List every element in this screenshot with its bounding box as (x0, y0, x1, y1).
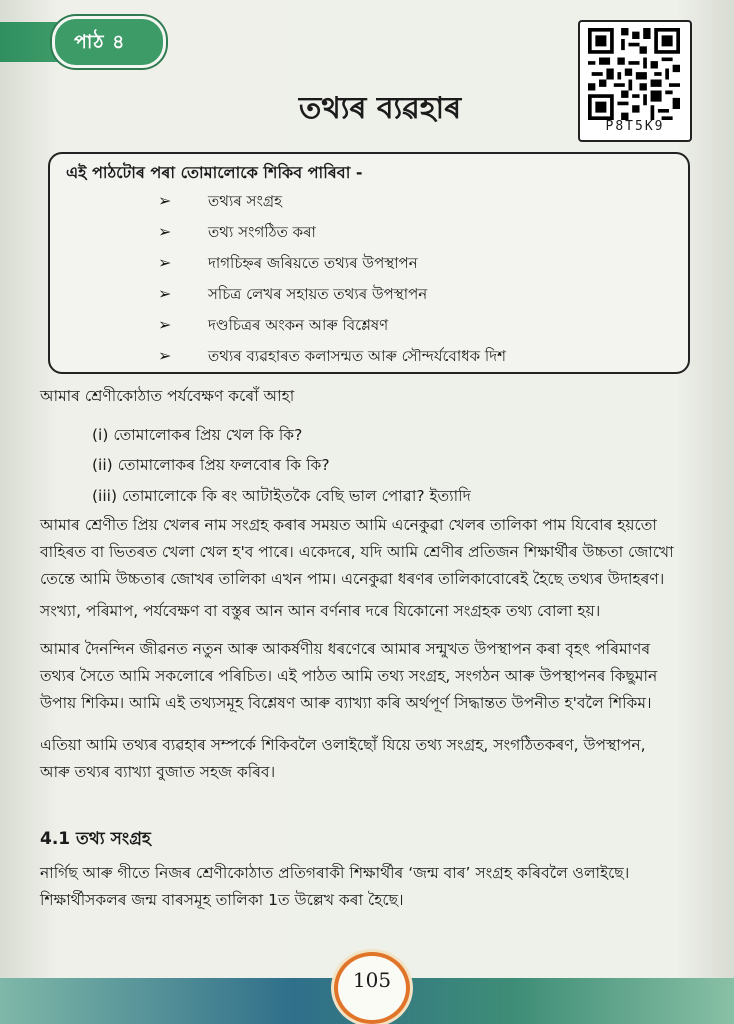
arrow-bullet-icon: ➢ (158, 253, 172, 272)
objective-item: ➢ দণ্ডচিত্ৰৰ অংকন আৰু বিশ্লেষণ (158, 315, 389, 334)
arrow-bullet-icon: ➢ (158, 284, 172, 303)
qr-code-box[interactable] (578, 20, 692, 142)
paragraph-line: শিক্ষাৰ্থীসকলৰ জন্ম বাৰসমূহ তালিকা 1ত উল্লেখ কৰা হৈছে। (40, 891, 404, 909)
section-heading: 4.1 তথ্য সংগ্ৰহ (40, 829, 151, 849)
paragraph-line: আমাৰ দৈনন্দিন জীৱনত নতুন আৰু আকৰ্ষণীয় ধৰণেৰে আমাৰ সন্মুখত উপস্থাপন কৰা বৃহৎ পৰিমাণৰ (40, 640, 651, 658)
arrow-bullet-icon: ➢ (158, 346, 172, 365)
objectives-intro: এই পাঠটোৰ পৰা তোমালোকে শিকিব পাৰিবা - (66, 163, 363, 182)
observe-intro: আমাৰ শ্ৰেণীকোঠাত পৰ্যবেক্ষণ কৰোঁ আহা (40, 387, 295, 405)
paragraph-line: নাৰ্গিছ আৰু গীতে নিজৰ শ্ৰেণীকোঠাত প্ৰতিগৰাকী শিক্ষাৰ্থীৰ ‘জন্ম বাৰ’ সংগ্ৰহ কৰিবলৈ ওলাইছে। (40, 864, 630, 882)
arrow-bullet-icon: ➢ (158, 222, 172, 241)
paragraph-line: আমাৰ শ্ৰেণীত প্ৰিয় খেলৰ নাম সংগ্ৰহ কৰাৰ সময়ত আমি এনেকুৱা খেলৰ তালিকা পাম যিবোৰ হয়তো (40, 516, 657, 534)
paragraph-line: উপায় শিকিম। আমি এই তথ্যসমূহ বিশ্লেষণ আৰু ব্যাখ্যা কৰি অৰ্থপূৰ্ণ সিদ্ধান্তত উপনীত হ'বলৈ শিকিম। (40, 694, 652, 712)
paragraph-line: বাহিৰত বা ভিতৰত খেলা খেল হ'ব পাৰে। একেদৰে, যদি আমি শ্ৰেণীৰ প্ৰতিজন শিক্ষাৰ্থীৰ উচ্চতা জোখো (40, 543, 674, 561)
page-title: তথ্যৰ ব্যৱহাৰ (298, 91, 462, 126)
arrow-bullet-icon: ➢ (158, 191, 172, 210)
objective-item: ➢ দাগচিহ্নৰ জৰিয়তে তথ্যৰ উপস্থাপন (158, 253, 418, 272)
paragraph-line: এতিয়া আমি তথ্যৰ ব্যৱহাৰ সম্পৰ্কে শিকিবলৈ ওলাইছোঁ যিয়ে তথ্য সংগ্ৰহ, সংগঠিতকৰণ, উপস্থাপন, (40, 736, 646, 754)
arrow-bullet-icon: ➢ (158, 315, 172, 334)
question-item: (iii) তোমালোকে কি ৰং আটাইতকৈ বেছি ভাল পোৱা? ইত্যাদি (92, 487, 471, 505)
qr-code-label: P8T5K9 (605, 119, 665, 134)
paragraph-line: তেন্তে আমি উচ্চতাৰ জোখৰ তালিকা এখন পাম। এনেকুৱা ধৰণৰ তালিকাবোৰেই হৈছে তথ্যৰ উদাহৰণ। (40, 570, 665, 588)
paragraph-line: আৰু তথ্যৰ ব্যাখ্যা বুজাত সহজ কৰিব। (40, 763, 276, 781)
paragraph-line: তথ্যৰ সৈতে আমি সকলোৰে পৰিচিত। এই পাঠত আমি তথ্য সংগ্ৰহ, সংগঠন আৰু উপস্থাপনৰ কিছুমান (40, 667, 658, 685)
page-number: 105 (352, 968, 392, 992)
objective-item: ➢ তথ্যৰ সংগ্ৰহ (158, 191, 283, 210)
objective-item: ➢ সচিত্র লেখৰ সহায়ত তথ্যৰ উপস্থাপন (158, 284, 428, 303)
objective-item: ➢ তথ্য সংগঠিত কৰা (158, 222, 316, 241)
question-item: (i) তোমালোকৰ প্ৰিয় খেল কি কি? (92, 426, 303, 444)
qr-code-icon (588, 28, 680, 120)
objective-item: ➢ তথ্যৰ ব্যৱহাৰত কলাসন্মত আৰু সৌন্দৰ্যবোধক দিশ (158, 346, 506, 365)
question-item: (ii) তোমালোকৰ প্ৰিয় ফলবোৰ কি কি? (92, 456, 330, 474)
definition-paragraph: সংখ্যা, পৰিমাপ, পৰ্যবেক্ষণ বা বস্তুৰ আন আন বৰ্ণনাৰ দৰে যিকোনো সংগ্ৰহক তথ্য বোলা হয়। (40, 602, 601, 620)
chapter-tab-label: পাঠ ৪ (74, 31, 126, 53)
learning-objectives-box (48, 152, 690, 374)
